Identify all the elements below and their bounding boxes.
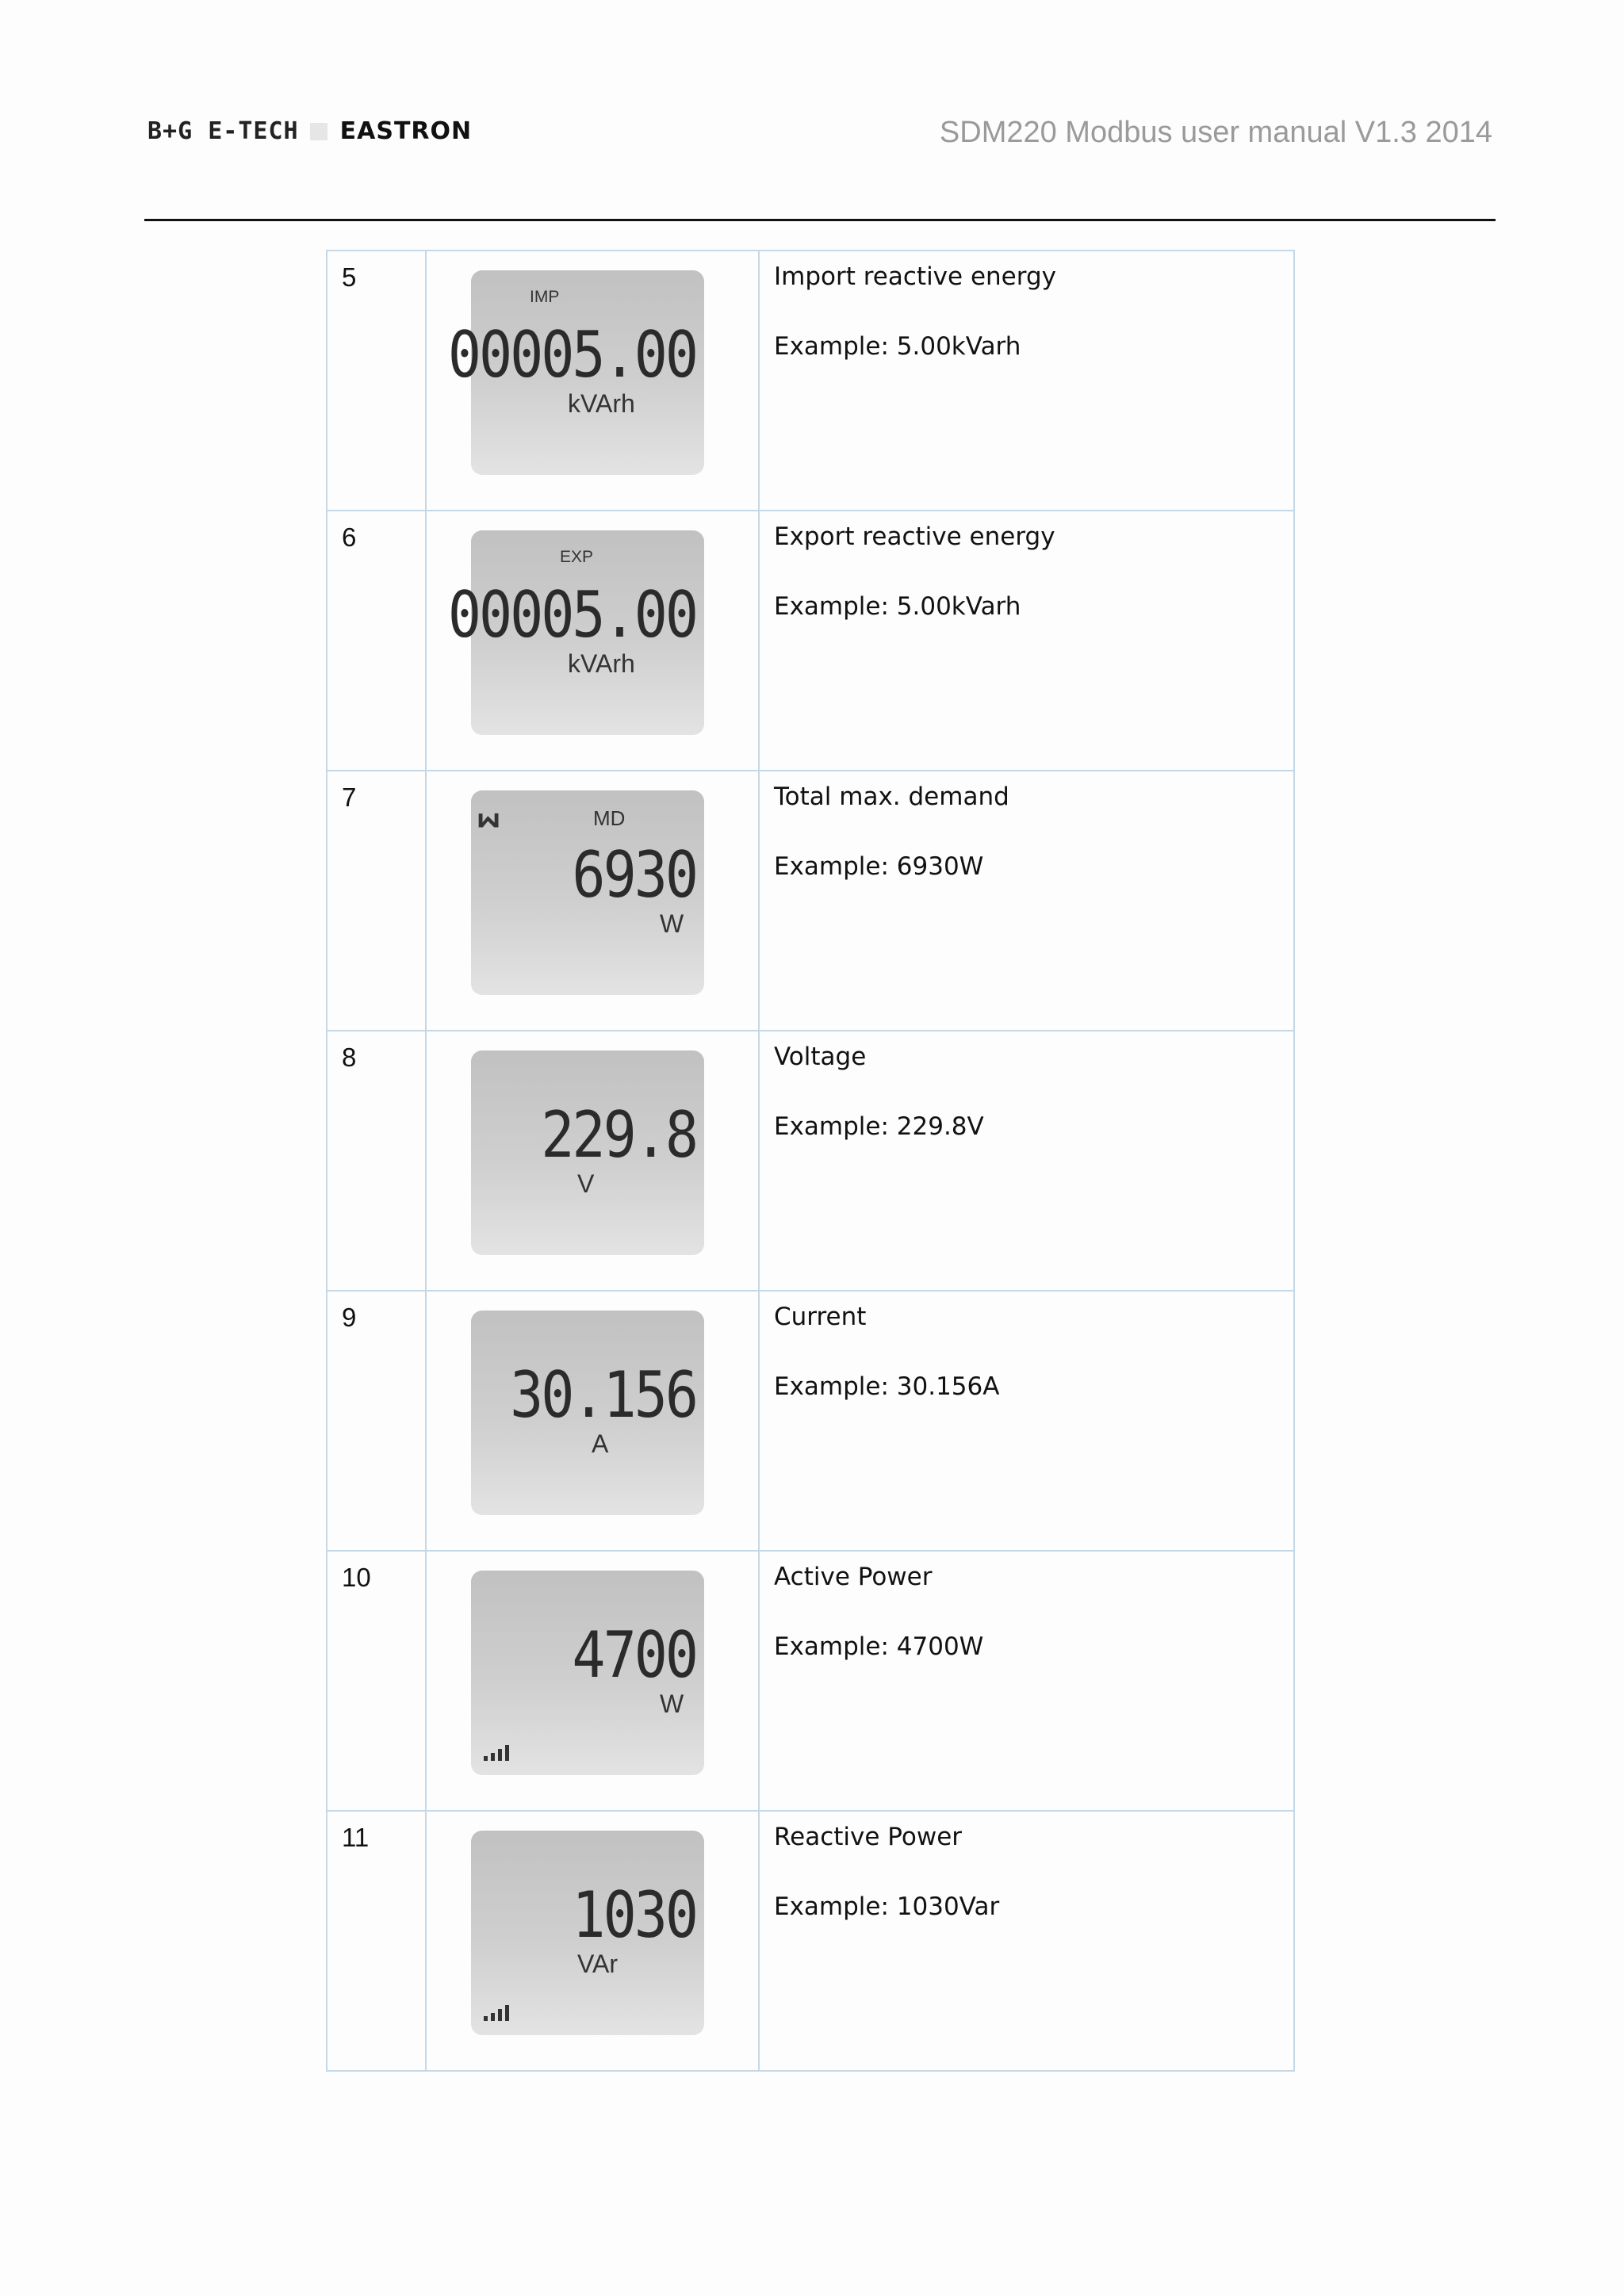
description-title: Current [774,1303,867,1331]
description-title: Voltage [774,1043,867,1071]
lcd-display [447,530,704,735]
logo-bg-etech: B+G E-TECH [147,117,299,145]
lcd-display [471,790,704,995]
row-number: 8 [327,1031,426,1291]
lcd-value: 229.8 [541,1097,696,1173]
lcd-display [447,270,704,475]
lcd-unit: V [577,1169,595,1198]
description-cell [759,511,1294,771]
table-row [327,511,1294,771]
display-cell [426,1551,759,1811]
description-cell [759,1551,1294,1811]
sigma-icon: Σ [473,811,506,830]
lcd-value: 1030 [572,1877,696,1953]
display-cell [426,1031,759,1291]
lcd-value: 30.156 [510,1357,696,1433]
row-number: 6 [327,511,426,771]
table-row [327,1291,1294,1551]
description-example: Example: 4700W [774,1632,984,1661]
display-cell [426,771,759,1031]
table-row [327,771,1294,1031]
logo-separator [310,123,327,140]
row-number: 9 [327,1291,426,1551]
lcd-display [471,1050,704,1255]
document-title: SDM220 Modbus user manual V1.3 2014 [939,116,1492,149]
lcd-label: EXP [560,548,594,566]
description-title: Active Power [774,1563,933,1591]
description-cell [759,1811,1294,2071]
header-rule [144,219,1496,221]
logo-eastron: EASTRON [339,117,473,145]
lcd-value: 6930 [572,837,696,913]
description-cell [759,251,1294,511]
description-title: Reactive Power [774,1823,963,1851]
display-cell [426,1291,759,1551]
lcd-label: MD [593,806,626,830]
lcd-label: IMP [530,288,560,306]
signal-bars-icon [484,2005,509,2021]
row-number: 7 [327,771,426,1031]
lcd-unit: W [660,909,684,938]
description-example: Example: 1030Var [774,1892,1000,1921]
lcd-unit: kVArh [568,649,635,678]
description-example: Example: 6930W [774,852,984,881]
page-header [0,0,1624,230]
description-title: Total max. demand [774,783,1009,811]
lcd-display [471,1571,704,1775]
description-title: Export reactive energy [774,522,1055,551]
lcd-value: 00005.00 [447,577,696,652]
description-example: Example: 5.00kVarh [774,592,1021,621]
lcd-unit: VAr [577,1950,618,1978]
description-cell [759,771,1294,1031]
display-cell [426,511,759,771]
lcd-unit: A [592,1429,609,1458]
brand-logo [147,117,472,145]
lcd-display [471,1311,704,1515]
lcd-value: 00005.00 [447,317,696,392]
table-row [327,1031,1294,1291]
row-number: 11 [327,1811,426,2071]
description-cell [759,1031,1294,1291]
lcd-value: 4700 [572,1617,696,1693]
table-row [327,251,1294,511]
table-row [327,1551,1294,1811]
description-example: Example: 229.8V [774,1112,984,1141]
row-number: 5 [327,251,426,511]
table-row [327,1811,1294,2071]
description-title: Import reactive energy [774,262,1056,291]
lcd-unit: W [660,1689,684,1718]
display-cell [426,1811,759,2071]
description-cell [759,1291,1294,1551]
description-example: Example: 5.00kVarh [774,332,1021,361]
display-table [326,250,1295,2072]
display-cell [426,251,759,511]
lcd-display [471,1831,704,2035]
row-number: 10 [327,1551,426,1811]
lcd-unit: kVArh [568,389,635,418]
signal-bars-icon [484,1745,509,1761]
description-example: Example: 30.156A [774,1372,1000,1401]
